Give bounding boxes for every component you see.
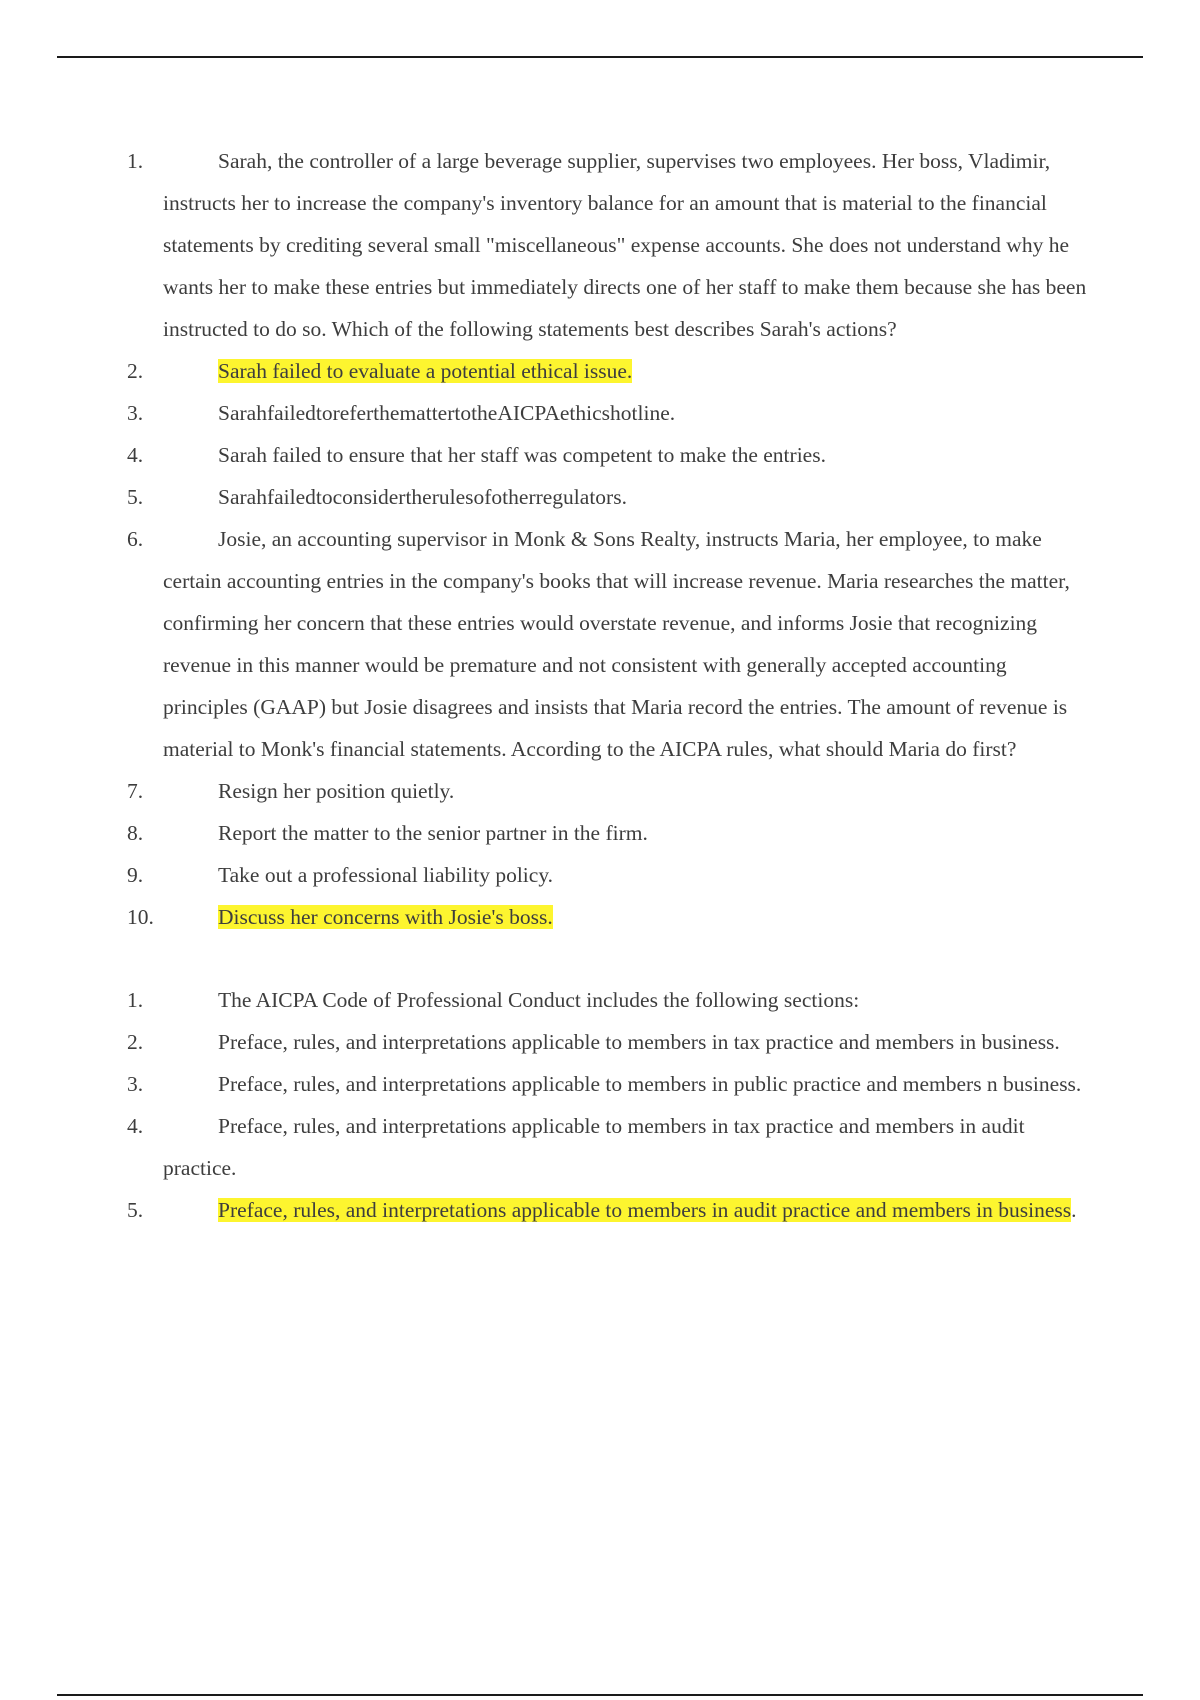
list-item <box>0 979 1200 1021</box>
item-text: Sarah, the controller of a large beverage supplier, supervises two employees. Her boss, Vladimir, instructs her to increase the company's inventory balance for an amount that is material to the financial statements by crediting several small "miscellaneous" expense accounts. She does not understand why he wants her to make these entries but immediately directs one of her staff to make them because she has been instructed to do so. Which of the following statements best describes Sarah's actions? <box>163 149 1087 341</box>
question-list-2 <box>0 979 1200 1231</box>
item-number: 1. <box>127 988 144 1012</box>
item-number: 5. <box>127 485 144 509</box>
highlighted-answer: Sarah failed to evaluate a potential ethical issue. <box>218 359 633 383</box>
item-text: Preface, rules, and interpretations applicable to members in tax practice and members in business. <box>218 1030 1060 1054</box>
bottom-rule <box>57 1694 1143 1696</box>
list-item <box>0 434 1200 476</box>
item-number: 2. <box>127 1030 144 1054</box>
item-number: 9. <box>127 863 144 887</box>
trailing-period: . <box>1071 1198 1077 1222</box>
top-rule <box>57 56 1143 58</box>
list-item <box>0 896 1200 938</box>
highlighted-answer: Discuss her concerns with Josie's boss. <box>218 905 553 929</box>
item-text: Preface, rules, and interpretations applicable to members in tax practice and members in audit practice. <box>163 1114 1025 1180</box>
list-item <box>0 140 1200 350</box>
item-text: Sarahfailedtoconsidertherulesofotherregulators. <box>218 485 627 509</box>
item-text: Take out a professional liability policy. <box>218 863 554 887</box>
list-item <box>0 854 1200 896</box>
item-number: 7. <box>127 779 144 803</box>
item-number: 8. <box>127 821 144 845</box>
item-text <box>163 350 1090 392</box>
list-item <box>0 518 1200 770</box>
item-text <box>163 1189 1090 1231</box>
item-number: 3. <box>127 1072 144 1096</box>
item-text: SarahfailedtoreferthemattertotheAICPAethicshotline. <box>218 401 676 425</box>
item-text <box>163 896 1090 938</box>
item-text: Report the matter to the senior partner in the firm. <box>218 821 648 845</box>
highlighted-answer: Preface, rules, and interpretations applicable to members in audit practice and members in business <box>218 1198 1072 1222</box>
item-text: Resign her position quietly. <box>218 779 455 803</box>
item-text: Josie, an accounting supervisor in Monk & Sons Realty, instructs Maria, her employee, to make certain accounting entries in the company's books that will increase revenue. Maria researches the matter, confirming her concern that these entries would overstate revenue, and informs Josie that recognizing revenue in this manner would be premature and not consistent with generally accepted accounting principles (GAAP) but Josie disagrees and insists that Maria record the entries. The amount of revenue is material to Monk's financial statements. According to the AICPA rules, what should Maria do first? <box>163 527 1070 761</box>
list-item <box>0 1021 1200 1063</box>
list-item <box>0 350 1200 392</box>
list-item <box>0 476 1200 518</box>
item-text: Preface, rules, and interpretations applicable to members in public practice and members n business. <box>218 1072 1082 1096</box>
list-item <box>0 1063 1200 1105</box>
list-item <box>0 392 1200 434</box>
question-list-1 <box>0 140 1200 938</box>
list-item <box>0 770 1200 812</box>
item-number: 5. <box>127 1198 144 1222</box>
list-item <box>0 812 1200 854</box>
item-number: 1. <box>127 149 144 173</box>
item-number: 6. <box>127 527 144 551</box>
list-item <box>0 1105 1200 1189</box>
section-spacer <box>0 938 1200 979</box>
item-number: 4. <box>127 443 144 467</box>
item-text: The AICPA Code of Professional Conduct includes the following sections: <box>218 988 860 1012</box>
item-text: Sarah failed to ensure that her staff was competent to make the entries. <box>218 443 826 467</box>
item-number: 2. <box>127 359 144 383</box>
item-number: 4. <box>127 1114 144 1138</box>
item-number: 10. <box>127 905 154 929</box>
document-body <box>0 140 1200 1231</box>
item-number: 3. <box>127 401 144 425</box>
list-item <box>0 1189 1200 1231</box>
